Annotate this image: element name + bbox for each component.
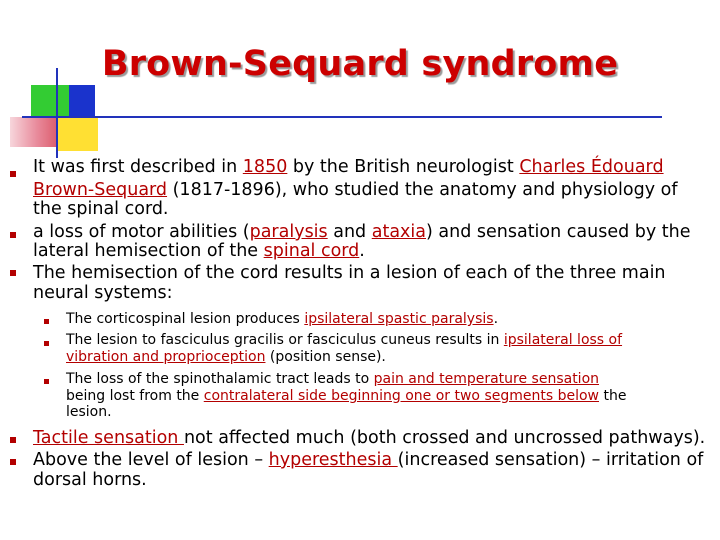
decor-yellow-square: [56, 117, 98, 151]
bullet-icon: [10, 232, 16, 238]
bullet-icon: [10, 171, 16, 177]
decor-horizontal-line: [22, 116, 662, 118]
link-brown-sequard[interactable]: Brown-Sequard: [33, 180, 168, 200]
decor-red-square: [10, 117, 56, 147]
sub-bullet-icon: [44, 341, 49, 346]
decor-green-square: [31, 85, 69, 117]
bullet-1-line-2: Brown-Sequard (1817-1896), who studied the anatomy and physiology of: [33, 180, 678, 200]
slide-title: Brown-Sequard syndrome: [101, 44, 619, 84]
link-spinal-cord[interactable]: spinal cord: [263, 241, 360, 261]
bullet-1-line-1: It was first described in 1850 by the British neurologist Charles Édouard: [33, 157, 664, 177]
bullet-5-line-1: Above the level of lesion – hyperesthesia (increased sensation) – irritation of: [33, 450, 704, 470]
sub-bullet-3-line-2: being lost from the contralateral side beginning one or two segments below the: [66, 388, 627, 404]
sub-bullet-2-line-2: vibration and proprioception (position sense).: [66, 349, 386, 365]
link-hyperesthesia[interactable]: hyperesthesia: [268, 450, 398, 470]
bullet-2-line-1: a loss of motor abilities (paralysis and ataxia) and sensation caused by the: [33, 222, 691, 242]
link-contralateral-side[interactable]: contralateral side beginning one or two segments below: [203, 388, 599, 404]
bullet-icon: [10, 270, 16, 276]
bullet-4: Tactile sensation not affected much (both crossed and uncrossed pathways).: [33, 428, 706, 448]
sub-bullet-icon: [44, 319, 49, 324]
sub-bullet-icon: [44, 379, 49, 384]
link-vibration-proprioception[interactable]: vibration and proprioception: [66, 349, 266, 365]
bullet-3-line-2: neural systems:: [33, 283, 173, 303]
bullet-icon: [10, 459, 16, 465]
bullet-3-line-1: The hemisection of the cord results in a lesion of each of the three main: [33, 263, 666, 283]
bullet-5-line-2: dorsal horns.: [33, 470, 147, 490]
sub-bullet-2-line-1: The lesion to fasciculus gracilis or fasciculus cuneus results in ipsilateral loss of: [66, 332, 623, 348]
sub-bullet-3-line-3: lesion.: [66, 404, 112, 420]
link-paralysis[interactable]: paralysis: [249, 222, 328, 242]
link-tactile-sensation[interactable]: Tactile sensation: [33, 428, 184, 448]
link-ataxia[interactable]: ataxia: [371, 222, 426, 242]
link-ipsilateral-spastic-paralysis[interactable]: ipsilateral spastic paralysis: [304, 311, 494, 327]
link-charles-edouard[interactable]: Charles Édouard: [519, 157, 664, 177]
link-1850[interactable]: 1850: [242, 157, 288, 177]
bullet-1-line-3: the spinal cord.: [33, 199, 169, 219]
link-pain-temperature[interactable]: pain and temperature sensation: [373, 371, 600, 387]
sub-bullet-1: The corticospinal lesion produces ipsilateral spastic paralysis.: [66, 311, 499, 327]
bullet-2-line-2: lateral hemisection of the spinal cord.: [33, 241, 365, 261]
bullet-icon: [10, 437, 16, 443]
link-ipsilateral-loss-of[interactable]: ipsilateral loss of: [503, 332, 623, 348]
decor-blue-square: [69, 85, 95, 117]
sub-bullet-3-line-1: The loss of the spinothalamic tract leads to pain and temperature sensation: [66, 371, 600, 387]
